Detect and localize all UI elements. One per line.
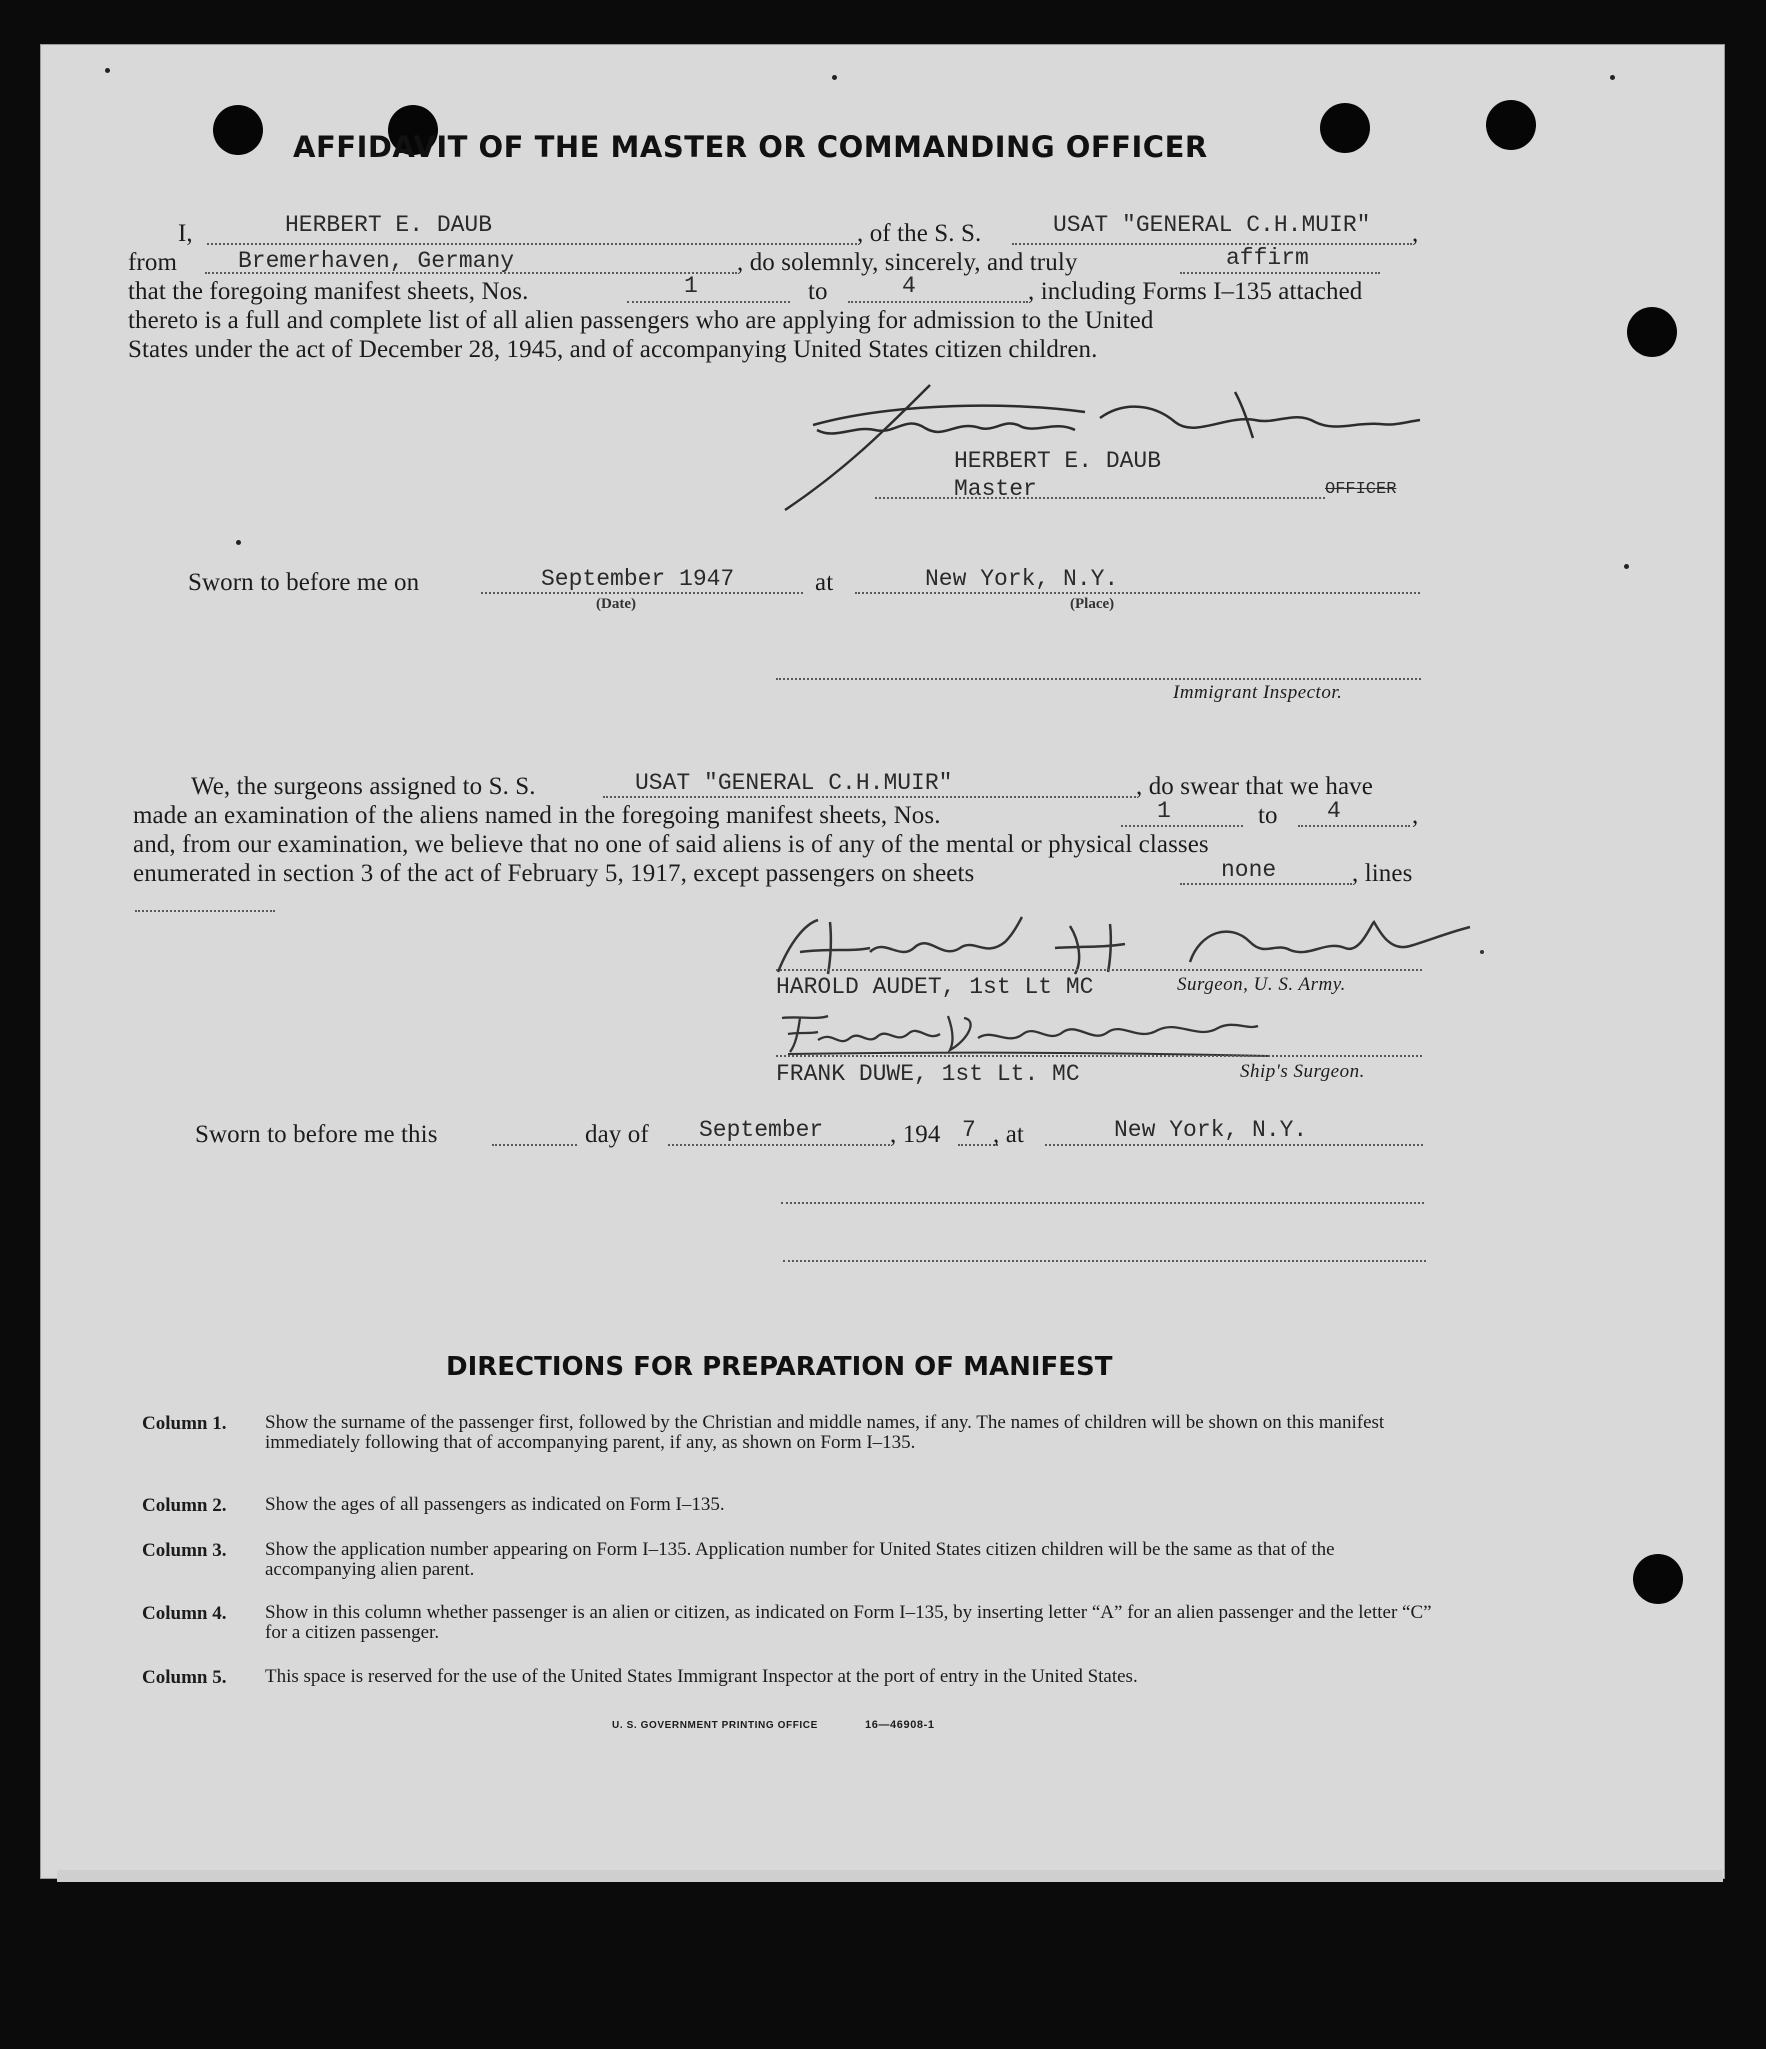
- surgeon-2-name: FRANK DUWE, 1st Lt. MC: [776, 1061, 1080, 1087]
- blank-line: [627, 301, 790, 303]
- column-2-text: Show the ages of all passengers as indicated on Form I–135.: [265, 1494, 725, 1515]
- form-number: 16—46908-1: [865, 1719, 935, 1731]
- blank-line: [848, 301, 1028, 303]
- column-3-text: Show the application number appearing on Form I–135. Application number for United States citizen children will be the same as that of the accompanying alien parent.: [265, 1539, 1335, 1580]
- surgeon-2-signature: [778, 1010, 1278, 1058]
- oath-word-field: affirm: [1226, 245, 1309, 271]
- affidavit-line-4: thereto is a full and complete list of all alien passengers who are applying for admission to the United: [128, 307, 1154, 334]
- label-lines: , lines: [1352, 860, 1413, 887]
- column-1-label: Column 1.: [142, 1413, 227, 1434]
- blank-line: [492, 1144, 577, 1146]
- sheet-from-field: 1: [684, 273, 698, 299]
- affidavit-line-5: States under the act of December 28, 1945, and of accompanying United States citizen children.: [128, 336, 1098, 363]
- dust-speck: [1624, 564, 1629, 569]
- label-at: , at: [993, 1121, 1024, 1148]
- blank-line: [1180, 883, 1352, 885]
- punch-hole: [1627, 307, 1677, 357]
- surgeon-line-3: and, from our examination, we believe that no one of said aliens is of any of the mental or physical classes: [133, 831, 1209, 858]
- label-that: that the foregoing manifest sheets, Nos.: [128, 278, 529, 305]
- blank-line: [207, 243, 857, 245]
- official-title-line: [783, 1260, 1426, 1262]
- label-enumerated: enumerated in section 3 of the act of February 5, 1917, except passengers on sheets: [133, 860, 975, 887]
- column-3-label: Column 3.: [142, 1540, 227, 1561]
- port-field: Bremerhaven, Germany: [238, 248, 515, 274]
- sworn-date-field: September 1947: [541, 566, 735, 592]
- blank-line: [135, 910, 275, 912]
- label-made: made an examination of the aliens named in the foregoing manifest sheets, Nos.: [133, 802, 941, 829]
- master-title: Master: [954, 476, 1037, 502]
- punch-hole: [213, 105, 263, 155]
- surgeon-sheet-to-field: 4: [1327, 798, 1341, 824]
- page-edge: [57, 1870, 1723, 1882]
- sheet-to-field: 4: [902, 273, 916, 299]
- column-4-label: Column 4.: [142, 1603, 227, 1624]
- label-to: to: [1258, 802, 1278, 829]
- label-i: I,: [178, 220, 193, 247]
- blank-line: [1012, 243, 1412, 245]
- affidavit-title: AFFIDAVIT OF THE MASTER OR COMMANDING OFFICER: [293, 130, 1208, 164]
- caption-place: (Place): [1070, 596, 1115, 612]
- label-194: , 194: [890, 1121, 941, 1148]
- dust-speck: [105, 68, 110, 73]
- column-1-text: Show the surname of the passenger first, followed by the Christian and middle names, if any. The names of children will be shown on this manifest immediately following that of accompanying parent, if any, as shown on Form I–135.: [265, 1412, 1385, 1453]
- blank-line: [875, 497, 1325, 499]
- month-field: September: [699, 1117, 824, 1143]
- printer-credit: U. S. GOVERNMENT PRINTING OFFICE: [612, 1720, 818, 1731]
- punch-hole: [1486, 100, 1536, 150]
- blank-line: [776, 969, 1422, 971]
- official-signature-line: [781, 1202, 1424, 1204]
- except-sheets-field: none: [1221, 857, 1277, 883]
- label-comma: ,: [1412, 802, 1419, 829]
- dust-speck: [236, 540, 241, 545]
- place-field: New York, N.Y.: [1114, 1117, 1308, 1143]
- blank-line: [603, 796, 1136, 798]
- dust-speck: [1610, 75, 1615, 80]
- surgeon-sheet-from-field: 1: [1157, 798, 1171, 824]
- label-solemnly: , do solemnly, sincerely, and truly: [737, 249, 1078, 276]
- surgeon-1-label: Surgeon, U. S. Army.: [1177, 974, 1346, 995]
- label-sworn: Sworn to before me on: [188, 569, 420, 596]
- surgeon-1-name: HAROLD AUDET, 1st Lt MC: [776, 974, 1094, 1000]
- label-at: at: [815, 569, 834, 596]
- punch-hole: [1320, 103, 1370, 153]
- label-day-of: day of: [585, 1121, 649, 1148]
- blank-line: [1298, 825, 1410, 827]
- struck-officer-text: OFFICER: [1325, 480, 1397, 499]
- blank-line: [1045, 1144, 1423, 1146]
- directions-title: DIRECTIONS FOR PREPARATION OF MANIFEST: [446, 1352, 1113, 1382]
- label-we-surgeons: We, the surgeons assigned to S. S.: [191, 773, 536, 800]
- ship-name-field: USAT "GENERAL C.H.MUIR": [1053, 212, 1371, 238]
- column-5-text: This space is reserved for the use of the United States Immigrant Inspector at the port of entry in the United States.: [265, 1666, 1138, 1687]
- label-of-ss: , of the S. S.: [857, 220, 982, 247]
- label-to: to: [808, 278, 828, 305]
- sworn-place-field: New York, N.Y.: [925, 566, 1119, 592]
- column-5-label: Column 5.: [142, 1667, 227, 1688]
- label-from: from: [128, 249, 177, 276]
- master-name-field: HERBERT E. DAUB: [285, 212, 493, 238]
- punch-hole: [1633, 1554, 1683, 1604]
- label-swear: , do swear that we have: [1136, 773, 1373, 800]
- column-4-text: Show in this column whether passenger is an alien or citizen, as indicated on Form I–135, by inserting letter “A” for an alien passenger and the letter “C” for a citizen passenger.: [265, 1602, 1432, 1643]
- surgeon-ship-field: USAT "GENERAL C.H.MUIR": [635, 770, 953, 796]
- dust-speck: [832, 75, 837, 80]
- blank-line: [1121, 825, 1243, 827]
- surgeon-1-signature: [770, 912, 1490, 982]
- label-including: , including Forms I–135 attached: [1028, 278, 1363, 305]
- surgeon-2-label: Ship's Surgeon.: [1240, 1061, 1365, 1082]
- blank-line: [1180, 272, 1380, 274]
- label-comma: ,: [1412, 220, 1419, 247]
- blank-line: [855, 592, 1420, 594]
- immigrant-inspector-label: Immigrant Inspector.: [1173, 682, 1343, 703]
- label-sworn-this: Sworn to before me this: [195, 1121, 438, 1148]
- inspector-signature-line: [776, 678, 1421, 680]
- blank-line: [776, 1055, 1422, 1057]
- blank-line: [668, 1144, 890, 1146]
- year-digit-field: 7: [962, 1117, 976, 1143]
- blank-line: [958, 1144, 998, 1146]
- column-2-label: Column 2.: [142, 1495, 227, 1516]
- master-typed-name: HERBERT E. DAUB: [954, 448, 1162, 474]
- blank-line: [481, 592, 803, 594]
- caption-date: (Date): [596, 596, 636, 612]
